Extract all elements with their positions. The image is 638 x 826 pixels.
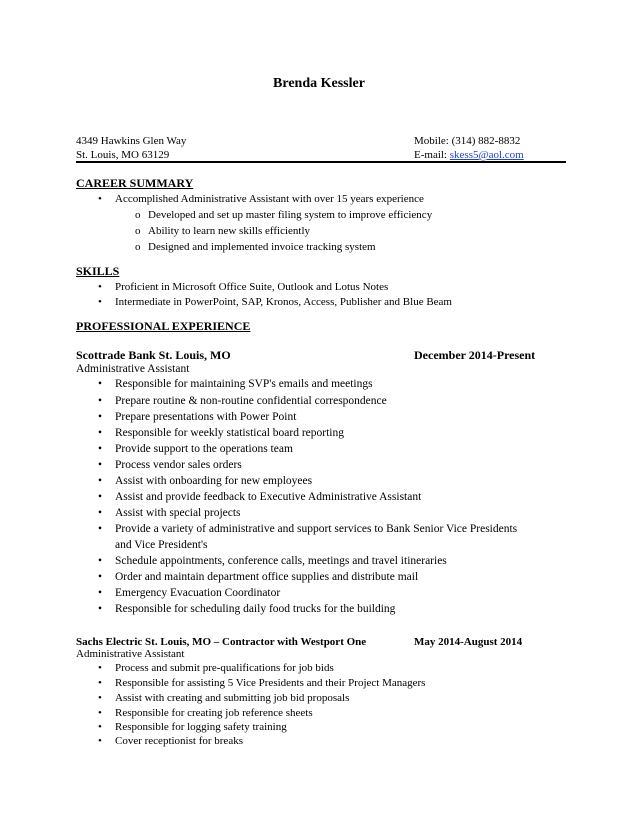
job-duty: • Responsible for assisting 5 Vice Presidents and their Project Managers bbox=[115, 677, 425, 689]
email-label: E-mail: bbox=[414, 149, 447, 161]
address-line-2: St. Louis, MO 63129 bbox=[76, 149, 170, 161]
career-summary-heading: CAREER SUMMARY bbox=[76, 176, 194, 190]
skills-heading: SKILLS bbox=[76, 264, 120, 278]
job-company: Scottrade Bank St. Louis, MO bbox=[76, 348, 231, 362]
job-duty: • Process vendor sales orders bbox=[115, 459, 242, 471]
job-duty: • Assist with onboarding for new employees bbox=[115, 475, 312, 487]
job-duty: • Assist with creating and submitting job bid proposals bbox=[115, 692, 349, 704]
job-duty: • Cover receptionist for breaks bbox=[115, 735, 243, 747]
job-company: Sachs Electric St. Louis, MO – Contractor with Westport One bbox=[76, 636, 367, 648]
job-duty: • Responsible for weekly statistical board reporting bbox=[115, 427, 344, 439]
job-duty: • Order and maintain department office supplies and distribute mail bbox=[115, 571, 418, 583]
job-duty: • Assist with special projects bbox=[115, 507, 241, 519]
email-link[interactable]: skess5@aol.com bbox=[449, 149, 524, 161]
job-title: Administrative Assistant bbox=[76, 363, 190, 375]
address-line-1: 4349 Hawkins Glen Way bbox=[76, 135, 187, 147]
job-duty: • Prepare routine & non-routine confidential correspondence bbox=[115, 395, 387, 407]
skills-item: • Proficient in Microsoft Office Suite, Outlook and Lotus Notes bbox=[115, 281, 388, 293]
career-summary-bullet: • Accomplished Administrative Assistant with over 15 years experience bbox=[115, 193, 424, 205]
job-duty: • Schedule appointments, conference calls, meetings and travel itineraries bbox=[115, 555, 447, 567]
career-summary-sub-item: o Designed and implemented invoice tracking system bbox=[148, 241, 376, 253]
job-duty: • Prepare presentations with Power Point bbox=[115, 411, 296, 423]
career-summary-sub-item: o Ability to learn new skills efficiently bbox=[148, 225, 310, 237]
job-duty: • Provide a variety of administrative and support services to Bank Senior Vice Presidents bbox=[115, 523, 517, 535]
mobile-number: Mobile: (314) 882-8832 bbox=[414, 135, 521, 147]
experience-heading: PROFESSIONAL EXPERIENCE bbox=[76, 319, 251, 333]
job-duty: • Process and submit pre-qualifications for job bids bbox=[115, 662, 334, 674]
job-duty: • Responsible for scheduling daily food trucks for the building bbox=[115, 603, 395, 615]
resume-name: Brenda Kessler bbox=[273, 76, 365, 91]
career-summary-sub-item: o Developed and set up master filing system to improve efficiency bbox=[148, 209, 432, 221]
job-title: Administrative Assistant bbox=[76, 648, 185, 660]
job-duty: • Assist and provide feedback to Executive Administrative Assistant bbox=[115, 491, 421, 503]
job-duty: • Responsible for maintaining SVP's emails and meetings bbox=[115, 378, 373, 390]
job-dates: December 2014-Present bbox=[414, 348, 536, 362]
skills-item: • Intermediate in PowerPoint, SAP, Kronos, Access, Publisher and Blue Beam bbox=[115, 296, 452, 308]
job-duty: • Responsible for logging safety training bbox=[115, 721, 287, 733]
email-row bbox=[414, 149, 524, 161]
job-duty: • Responsible for creating job reference sheets bbox=[115, 707, 313, 719]
job-duty-continuation: and Vice President's bbox=[115, 539, 208, 551]
job-duty: • Provide support to the operations team bbox=[115, 443, 293, 455]
job-duty: • Emergency Evacuation Coordinator bbox=[115, 587, 280, 599]
job-dates: May 2014-August 2014 bbox=[414, 636, 523, 648]
header-divider bbox=[76, 161, 566, 163]
